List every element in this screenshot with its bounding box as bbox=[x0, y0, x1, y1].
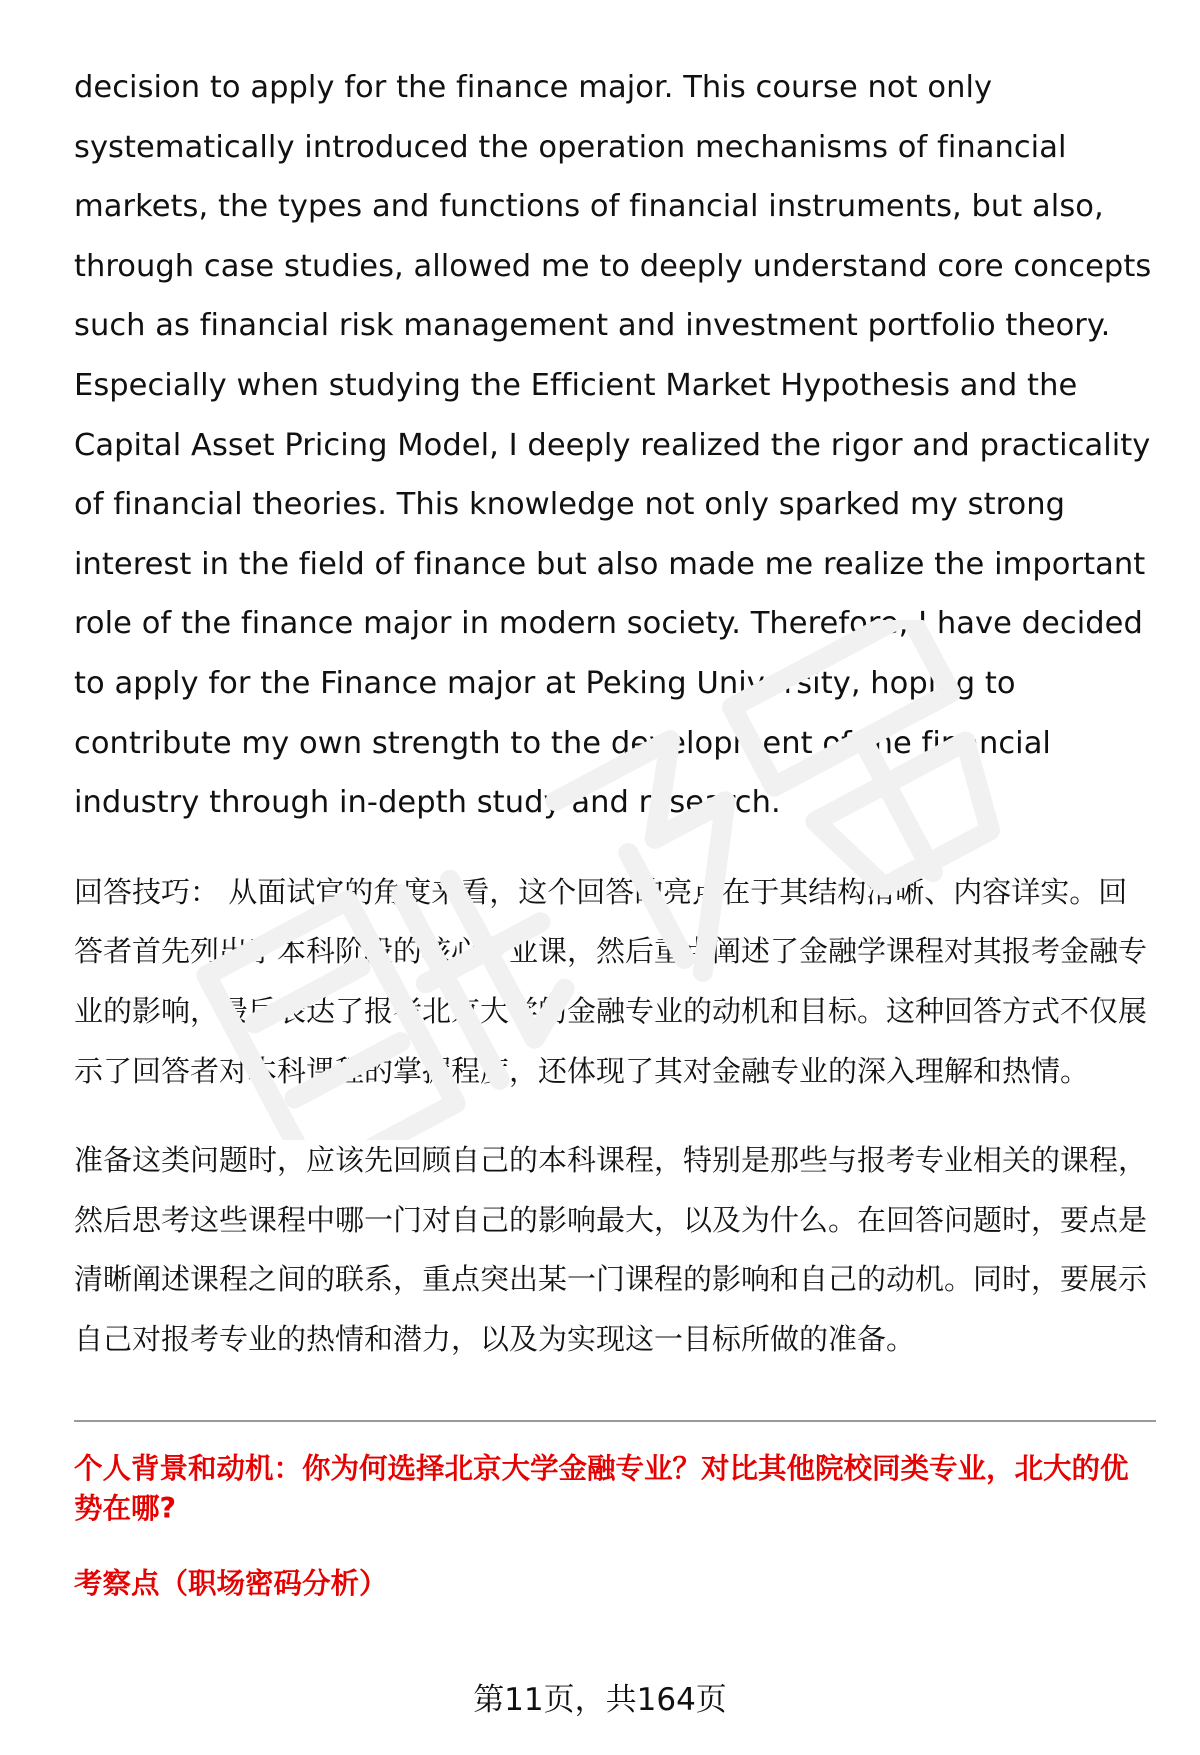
page-number: 第11页，共164页 bbox=[473, 1682, 727, 1718]
preparation-advice-paragraph: 准备这类问题时，应该先回顾自己的本科课程，特别是那些与报考专业相关的课程，然后思考这些课程中哪一门对自己的影响最大，以及为什么。在回答问题时，要点是清晰阐述课程之间的联系，重点突出某一门课程的影响和自己的动机。同时，要展示自己对报考专业的热情和潜力，以及为实现这一目标所做的准备。 bbox=[74, 1143, 1148, 1356]
section-divider bbox=[74, 1420, 1156, 1422]
assessment-points-heading: 考察点（职场密码分析） bbox=[74, 1567, 388, 1600]
question-heading: 个人背景和动机：你为何选择北京大学金融专业？对比其他院校同类专业，北大的优势在哪? bbox=[74, 1452, 1129, 1525]
english-answer-paragraph: decision to apply for the finance major. This course not only systematically introduced the operation mechanisms of financial markets, the types and functions of financial instruments, but also, through case studies, allowed me to deeply understand core concepts such as financial risk management and investment portfolio theory. Especially when studying the Efficient Market Hypothesis and the Capital Asset Pricing Model, I deeply realized the rigor and practicality of financial theories. This knowledge not only sparked my strong interest in the field of finance but also made me realize the important role of the finance major in modern society. Therefore, I have decided to apply for the Finance major at Peking University, hoping to contribute my own strength to the development of the financial industry through in-depth study and research. bbox=[74, 70, 1152, 821]
document-page bbox=[74, 58, 1154, 1369]
answer-tips-paragraph: 回答技巧： 从面试官的角度来看，这个回答的亮点在于其结构清晰、内容详实。回答者首先列出了本科阶段的核心专业课，然后重点阐述了金融学课程对其报考金融专业的影响，最后表达了报考北京大学的金融专业的动机和目标。这种回答方式不仅展示了回答者对本科课程的掌握程度，还体现了其对金融专业的深入理解和热情。 bbox=[74, 874, 1148, 1088]
